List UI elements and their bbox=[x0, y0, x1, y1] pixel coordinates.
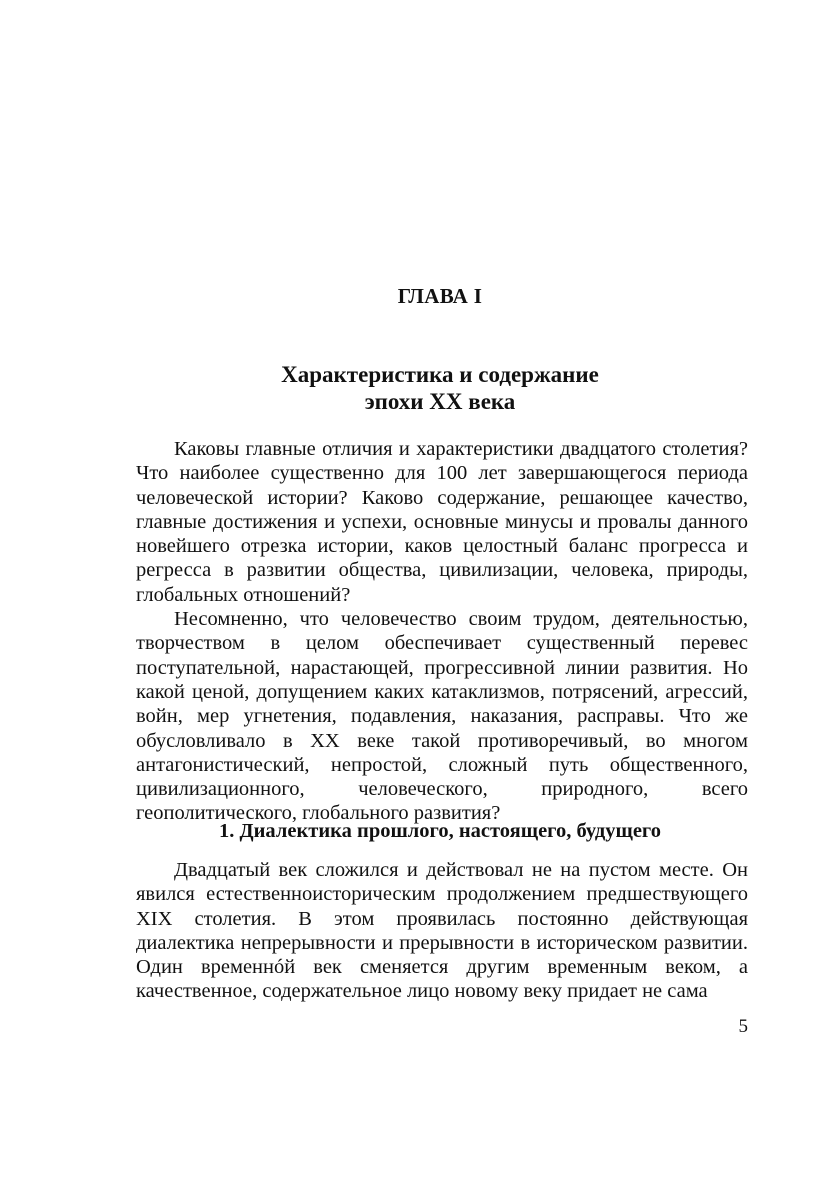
chapter-title bbox=[0, 361, 840, 415]
chapter-label: ГЛАВА I bbox=[397, 284, 483, 308]
section-text bbox=[136, 858, 748, 1004]
paragraph: Каковы главные отличия и характеристики двадцатого столетия? Что наиболее существенно для 100 лет завершающегося периода человеческой истории? Каково содержание, решающее качество, главные достижения и успехи, основные минусы и провалы данного новейшего отрезка истории, каков целостный баланс прогресса и регресса в развитии общества, цивилизации, человека, природы, глобальных отношений? bbox=[136, 438, 748, 606]
chapter-title-line-2: эпохи XX века bbox=[364, 389, 516, 414]
page-number: 5 bbox=[738, 1016, 748, 1037]
paragraph: Несомненно, что человечество своим трудом, деятельностью, творчеством в целом обеспечивает существенный перевес поступательной, нарастающей, прогрессивной линии развития. Но какой ценой, допущением каких катаклизмов, потрясений, агрессий, войн, мер угнетения, подавления, наказания, расправы. Что же обусловливало в XX веке такой противоречивый, во многом антагонистический, непростой, сложный путь общественного, цивилизационного, человеческого, природного, всего геополитического, глобального развития? bbox=[136, 608, 748, 825]
section-heading: 1. Диалектика прошлого, настоящего, будущего bbox=[219, 820, 661, 842]
intro-text bbox=[136, 437, 748, 826]
chapter-title-line-1: Характеристика и содержание bbox=[281, 362, 599, 387]
paragraph: Двадцатый век сложился и действовал не на пустом месте. Он явился естественноисторическим продолжением предшествующего XIX столетия. В этом проявилась постоянно действующая диалектика непрерывности и прерывности в историческом развитии. Один временнóй век сменяется другим временным веком, а качественное, содержательное лицо новому веку придает не сама bbox=[136, 859, 748, 1003]
